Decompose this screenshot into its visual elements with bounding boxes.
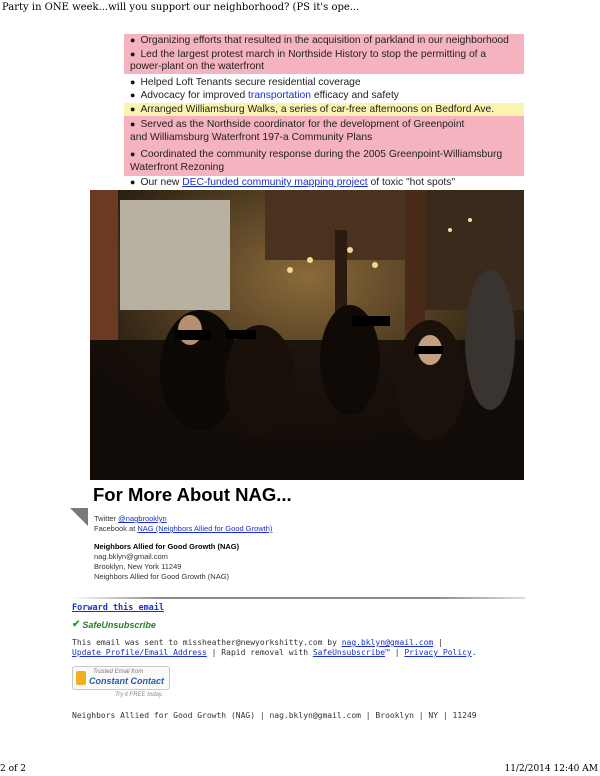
cc-name-text: Constant Contact — [89, 676, 164, 686]
list-item — [124, 89, 524, 103]
transportation-text: transportation — [248, 90, 311, 101]
twitter-link[interactable]: @nagbrooklyn — [118, 514, 167, 523]
contact-email: nag.bklyn@gmail.com — [94, 552, 168, 561]
divider — [70, 597, 525, 599]
contact-city: Brooklyn, New York 11249 — [94, 562, 182, 571]
list-item-text: Organizing efforts that resulted in the acquisition of parkland in our neighborhood — [140, 35, 509, 46]
list-item-text: Waterfront Rezoning — [130, 161, 225, 173]
list-item-text: of toxic "hot spots" — [367, 177, 456, 188]
twitter-line — [94, 514, 167, 523]
cc-trusted-text: Trusted Email from — [93, 669, 144, 675]
more-about-heading: For More About NAG... — [93, 484, 292, 505]
bullet-icon: ● — [130, 177, 136, 187]
facebook-label: Facebook at — [94, 524, 138, 533]
list-item-text: Our new — [140, 177, 183, 188]
list-item-text: power-plant on the waterfront — [130, 61, 264, 72]
bullet-icon: ● — [130, 90, 136, 100]
bullet-icon: ● — [130, 35, 136, 45]
safeunsubscribe-link[interactable]: SafeUnsubscribe — [312, 648, 386, 657]
list-item-text: Advocacy for improved — [140, 90, 249, 101]
twitter-label: Twitter — [94, 514, 119, 523]
bullet-icon: ● — [130, 103, 136, 114]
list-item-text: Led the largest protest march in Northside History to stop the permitting of a — [140, 48, 487, 60]
constant-contact-badge[interactable] — [72, 666, 170, 690]
list-item-text: Helped Loft Tenants secure residential coverage — [140, 76, 361, 88]
list-item-text: efficacy and safety — [311, 90, 399, 101]
list-item-text: Coordinated the community response during the 2005 Greenpoint-Williamsburg — [140, 149, 503, 160]
accomplishments-list — [124, 34, 524, 190]
safeunsubscribe-badge — [72, 619, 156, 630]
org-name — [94, 542, 239, 551]
list-item — [124, 76, 524, 90]
print-datetime: 11/2/2014 12:40 AM — [504, 764, 598, 774]
page-number: 2 of 2 — [0, 764, 26, 774]
facebook-line — [94, 524, 272, 533]
list-item — [124, 34, 524, 48]
org-name-text: Neighbors Allied for Good Growth (NAG) — [94, 542, 240, 551]
separator-text: | — [433, 638, 443, 647]
mapping-project-link[interactable]: DEC-funded community mapping project — [182, 177, 368, 188]
bullet-icon: ● — [130, 119, 136, 129]
page-title: Party in ONE week...will you support our neighborhood? (PS it's ope... — [2, 2, 360, 13]
rapid-removal-text: | Rapid removal with — [206, 648, 313, 657]
bullet-icon: ● — [130, 76, 136, 87]
footer-address: Neighbors Allied for Good Growth (NAG) | nag.bklyn@gmail.com | Brooklyn | NY | 11249 — [72, 711, 477, 720]
facebook-link[interactable]: NAG (Neighbors Allied for Good Growth) — [137, 524, 273, 533]
period-text: . — [471, 648, 477, 657]
sender-email-link[interactable]: nag.bklyn@gmail.com — [341, 638, 434, 647]
trademark-text: ™ | — [385, 648, 405, 657]
list-item — [124, 176, 524, 190]
list-item — [124, 116, 524, 146]
list-item — [124, 103, 524, 117]
list-item — [124, 48, 524, 74]
event-photo — [90, 190, 524, 480]
sent-to-line — [72, 638, 443, 647]
update-profile-link[interactable]: Update Profile/Email Address — [72, 648, 207, 657]
contact-org: Neighbors Allied for Good Growth (NAG) — [94, 572, 230, 581]
list-item-text: Served as the Northside coordinator for the development of Greenpoint — [140, 119, 465, 130]
forward-email-link[interactable]: Forward this email — [72, 603, 165, 613]
event-photo-image — [90, 190, 524, 480]
constant-contact-logo-icon — [76, 671, 86, 685]
list-item-text: Arranged Williamsburg Walks, a series of car-free afternoons on Bedford Ave. — [140, 103, 495, 115]
sent-to-text: This email was sent to missheather@newyorkshitty.com by — [72, 638, 342, 647]
bullet-icon: ● — [130, 149, 136, 159]
list-item-text: and Williamsburg Waterfront 197-a Community Plans — [130, 131, 373, 143]
list-item — [124, 146, 524, 176]
bullet-icon: ● — [130, 48, 136, 59]
unsubscribe-line — [72, 648, 477, 657]
corner-fold-icon — [70, 508, 88, 526]
check-icon: ✔ — [72, 619, 81, 630]
cc-try-text: Try it FREE today. — [115, 692, 164, 698]
privacy-policy-link[interactable]: Privacy Policy — [404, 648, 472, 657]
safeunsubscribe-text: SafeUnsubscribe — [82, 619, 156, 630]
